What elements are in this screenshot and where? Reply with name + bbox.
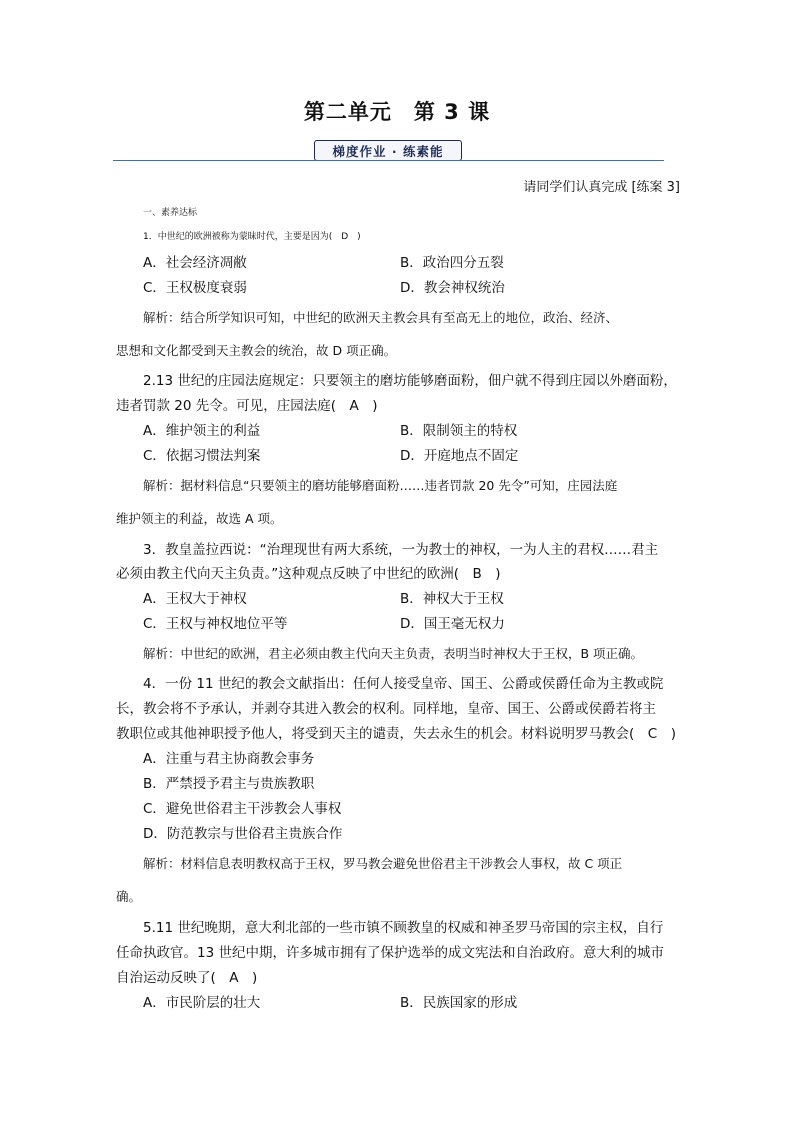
section-badge: 梯度作业 · 练素能 bbox=[314, 140, 462, 161]
question-2-stem-line-1: 2.13 世纪的庄园法庭规定：只要领主的磨坊能够磨面粉，佃户就不得到庄园以外磨面粉， bbox=[143, 373, 677, 389]
question-1-stem: 1．中世纪的欧洲被称为蒙昧时代，主要是因为( D ) bbox=[143, 232, 361, 242]
question-1-analysis-line-1: 解析：结合所学知识可知，中世纪的欧洲天主教会具有至高无上的地位，政治、经济、 bbox=[143, 310, 619, 325]
question-2-analysis-line-2: 维护领主的利益，故选 A 项。 bbox=[116, 511, 283, 526]
header-divider bbox=[113, 160, 664, 161]
question-5-stem-line-3: 自治运动反映了( A ) bbox=[116, 970, 258, 986]
question-1-option-b: B．政治四分五裂 bbox=[400, 255, 504, 271]
question-4-analysis-line-2: 确。 bbox=[116, 889, 142, 904]
page-title: 第二单元 第 3 课 bbox=[303, 100, 491, 124]
question-4-option-b: B．严禁授予君主与贵族教职 bbox=[143, 776, 315, 792]
question-5-option-b: B．民族国家的形成 bbox=[400, 995, 518, 1011]
question-3-analysis: 解析：中世纪的欧洲，君主必须由教主代向天主负责，表明当时神权大于王权，B 项正确。 bbox=[143, 646, 644, 661]
question-3-stem-line-2: 必须由教主代向天主负责。”这种观点反映了中世纪的欧洲( B ) bbox=[116, 566, 501, 582]
question-5-stem-line-2: 任命执政官。13 世纪中期，许多城市拥有了保护选举的成文宪法和自治政府。意大利的城市 bbox=[116, 945, 664, 961]
question-4-stem-line-3: 教职位或其他神职授予他人，将受到天主的谴责，失去永生的机会。材料说明罗马教会( C ) bbox=[116, 726, 676, 742]
section-heading: 一、素养达标 bbox=[143, 208, 198, 218]
question-3-option-d: D．国王毫无权力 bbox=[400, 616, 505, 632]
question-4-stem-line-2: 长，教会将不予承认，并剥夺其进入教会的权利。同样地，皇帝、国王、公爵或侯爵若将主 bbox=[116, 701, 656, 717]
question-2-analysis-line-1: 解析：据材料信息“只要领主的磨坊能够磨面粉……违者罚款 20 先令”可知，庄园法庭 bbox=[143, 478, 618, 493]
question-1-option-a: A．社会经济凋敝 bbox=[143, 255, 247, 271]
question-5-option-a: A．市民阶层的壮大 bbox=[143, 995, 261, 1011]
question-1-option-d: D．教会神权统治 bbox=[400, 280, 505, 296]
question-4-option-d: D．防范教宗与世俗君主贵族合作 bbox=[143, 826, 343, 842]
question-2-option-a: A．维护领主的利益 bbox=[143, 423, 261, 439]
question-2-stem-line-2: 违者罚款 20 先令。可见，庄园法庭( A ) bbox=[116, 398, 378, 414]
question-3-option-a: A．王权大于神权 bbox=[143, 591, 247, 607]
exercise-note: 请同学们认真完成 [练案 3] bbox=[523, 180, 680, 195]
question-4-option-c: C．避免世俗君主干涉教会人事权 bbox=[143, 801, 342, 817]
question-4-stem-line-1: 4．一份 11 世纪的教会文献指出：任何人接受皇帝、国王、公爵或侯爵任命为主教或院 bbox=[143, 676, 664, 692]
question-1-option-c: C．王权极度衰弱 bbox=[143, 280, 247, 296]
question-5-stem-line-1: 5.11 世纪晚期，意大利北部的一些市镇不顾教皇的权威和神圣罗马帝国的宗主权，自行 bbox=[143, 920, 664, 936]
question-2-option-b: B．限制领主的特权 bbox=[400, 423, 518, 439]
question-3-option-b: B．神权大于王权 bbox=[400, 591, 504, 607]
question-4-option-a: A．注重与君主协商教会事务 bbox=[143, 751, 315, 767]
question-1-analysis-line-2: 思想和文化都受到天主教会的统治，故 D 项正确。 bbox=[116, 343, 397, 358]
question-4-analysis-line-1: 解析：材料信息表明教权高于王权，罗马教会避免世俗君主干涉教会人事权，故 C 项正 bbox=[143, 856, 623, 871]
question-2-option-c: C．依据习惯法判案 bbox=[143, 448, 261, 464]
question-2-option-d: D．开庭地点不固定 bbox=[400, 448, 519, 464]
question-3-stem-line-1: 3．教皇盖拉西说：“治理现世有两大系统，一为教士的神权，一为人主的君权……君主 bbox=[143, 542, 659, 558]
question-3-option-c: C．王权与神权地位平等 bbox=[143, 616, 288, 632]
